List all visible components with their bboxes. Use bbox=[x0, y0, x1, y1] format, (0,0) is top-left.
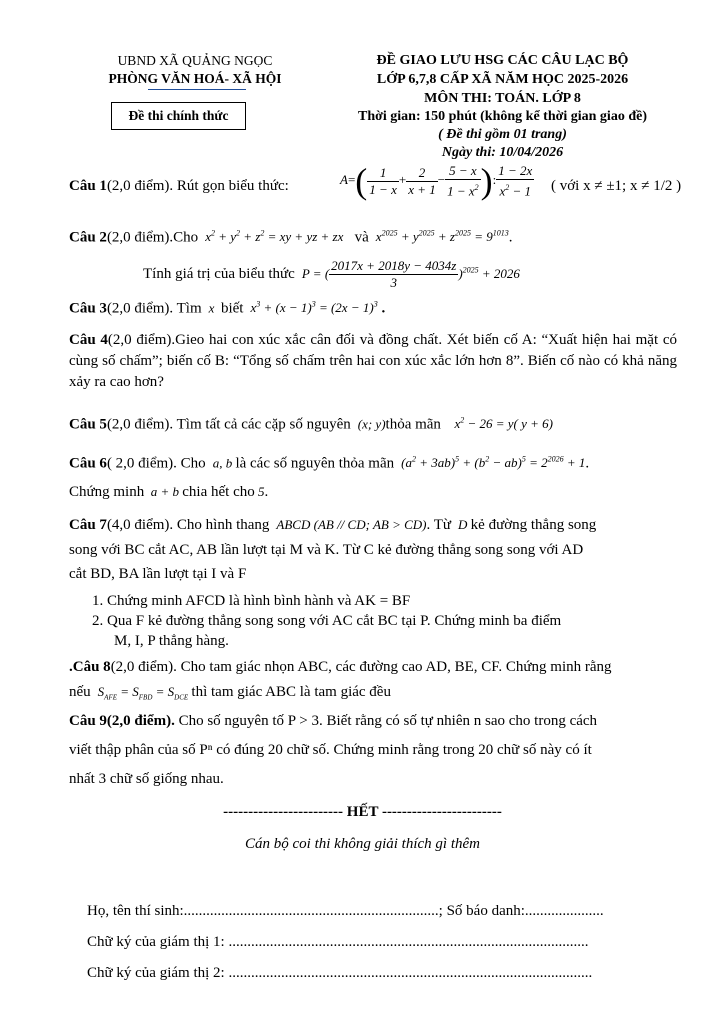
question-7-sub1: 1. Chứng minh AFCD là hình bình hành và AK = BF bbox=[92, 593, 411, 609]
question-7-sub2: 2. Qua F kẻ đường thẳng song song với AC cắt BC tại P. Chứng minh ba điểm bbox=[92, 613, 562, 629]
proctor-2-signature-line: Chữ ký của giám thị 2: ................................................................................................. bbox=[87, 965, 593, 981]
question-8: .Câu 8(2,0 điểm). Cho tam giác nhọn ABC, các đường cao AD, BE, CF. Chứng minh rằng bbox=[69, 659, 612, 675]
org-line1: UBND XÃ QUẢNG NGỌC bbox=[117, 53, 273, 68]
question-4: Câu 4(2,0 điểm).Gieo hai con xúc xắc cân đối và đồng chất. Xét biến cố A: “Xuất hiện hai mặt có cùng số chấm”; biến cố B: “Tổng số chấm trên hai con xúc xắc lớn hơn 8”. Biến cố nào có khả năng xảy ra cao hơn? bbox=[69, 332, 677, 390]
end-marker: ------------------------ HẾT ------------------------ bbox=[223, 804, 502, 820]
question-7-line2: song với BC cắt AC, AB lần lượt tại M và K. Từ C kẻ đường thẳng song song với AD bbox=[69, 542, 584, 558]
title-line2: LỚP 6,7,8 CẤP XÃ NĂM HỌC 2025-2026 bbox=[376, 72, 629, 87]
question-1-formula: A=( $\frac{1}{1 - x}$ + $\frac{2}{x + 1}$ − $\frac{5 - x}{1 - x^2}$ ): $\frac{1 - 2x}{x^2 - 1}$ bbox=[340, 161, 533, 202]
title-line6: Ngày thi: 10/04/2026 bbox=[441, 145, 564, 160]
title-line5: ( Đề thi gồm 01 trang) bbox=[438, 127, 567, 142]
title-line4: Thời gian: 150 phút (không kể thời gian giao đề) bbox=[358, 109, 647, 124]
question-9-line2: viết thập phân của số Pⁿ có đúng 20 chữ số. Chứng minh rằng trong 20 chữ số này có ít bbox=[69, 742, 592, 758]
proctor-1-signature-line: Chữ ký của giám thị 1: ................................................................................................ bbox=[87, 934, 589, 950]
question-7-sub2b: M, I, P thẳng hàng. bbox=[114, 633, 229, 649]
proctor-note: Cán bộ coi thi không giải thích gì thêm bbox=[245, 836, 480, 852]
question-6-line2: Chứng minh a + b chia hết cho 5. bbox=[69, 484, 269, 500]
header-divider bbox=[148, 89, 246, 90]
question-9: Câu 9(2,0 điểm). Cho số nguyên tố P > 3. Biết rằng có số tự nhiên n sao cho trong cách bbox=[69, 713, 598, 729]
question-6: Câu 6( 2,0 điểm). Cho a, b là các số nguyên thỏa mãn $(a^2 + 3ab)^5 + (b^2 - ab)^5 = 2^{2026} + 1$. bbox=[69, 455, 590, 472]
question-8-line2: nếu $S_{AFE} = S_{FBD} = S_{DCE}$ thì tam giác ABC là tam giác đều bbox=[69, 684, 391, 702]
question-5: Câu 5(2,0 điểm). Tìm tất cả các cặp số nguyên (x; y)thỏa mãn $x^2 - 26 = y$( y + 6) bbox=[69, 416, 553, 433]
question-2: Câu 2(2,0 điểm).Cho $x^2 + y^2 + z^2$ = xy + yz + zx và $x^{2025} + y^{2025} + z^{2025} = 9^{1013}$. bbox=[69, 229, 513, 246]
title-line1: ĐỀ GIAO LƯU HSG CÁC CÂU LẠC BỘ bbox=[376, 53, 629, 68]
official-badge: Đề thi chính thức bbox=[111, 102, 246, 130]
title-line3: MÔN THI: TOÁN. LỚP 8 bbox=[424, 91, 581, 106]
question-1-condition: ( với x ≠ ±1; x ≠ 1/2 ) bbox=[551, 178, 682, 194]
question-2-line2: Tính giá trị của biểu thức P = ( $\frac{2017x + 2018y - 4034z}{3}$ )$^{2025}$ + 2026 bbox=[143, 258, 520, 290]
org-line2: PHÒNG VĂN HOÁ- XÃ HỘI bbox=[108, 71, 282, 86]
question-3: Câu 3(2,0 điểm). Tìm x biết $x^3 + (x - 1)^3 = (2x - 1)^3$ . bbox=[69, 300, 386, 317]
question-9-line3: nhất 3 chữ số giống nhau. bbox=[69, 771, 224, 787]
candidate-name-line: Họ, tên thí sinh:....................................................................; Số báo danh:..................... bbox=[87, 903, 604, 919]
question-7: Câu 7(4,0 điểm). Cho hình thang ABCD (AB // CD; AB > CD). Từ D kẻ đường thẳng song bbox=[69, 517, 597, 533]
question-1: Câu 1(2,0 điểm). Rút gọn biểu thức: bbox=[69, 178, 289, 194]
question-7-line3: cắt BD, BA lần lượt tại I và F bbox=[69, 566, 247, 582]
